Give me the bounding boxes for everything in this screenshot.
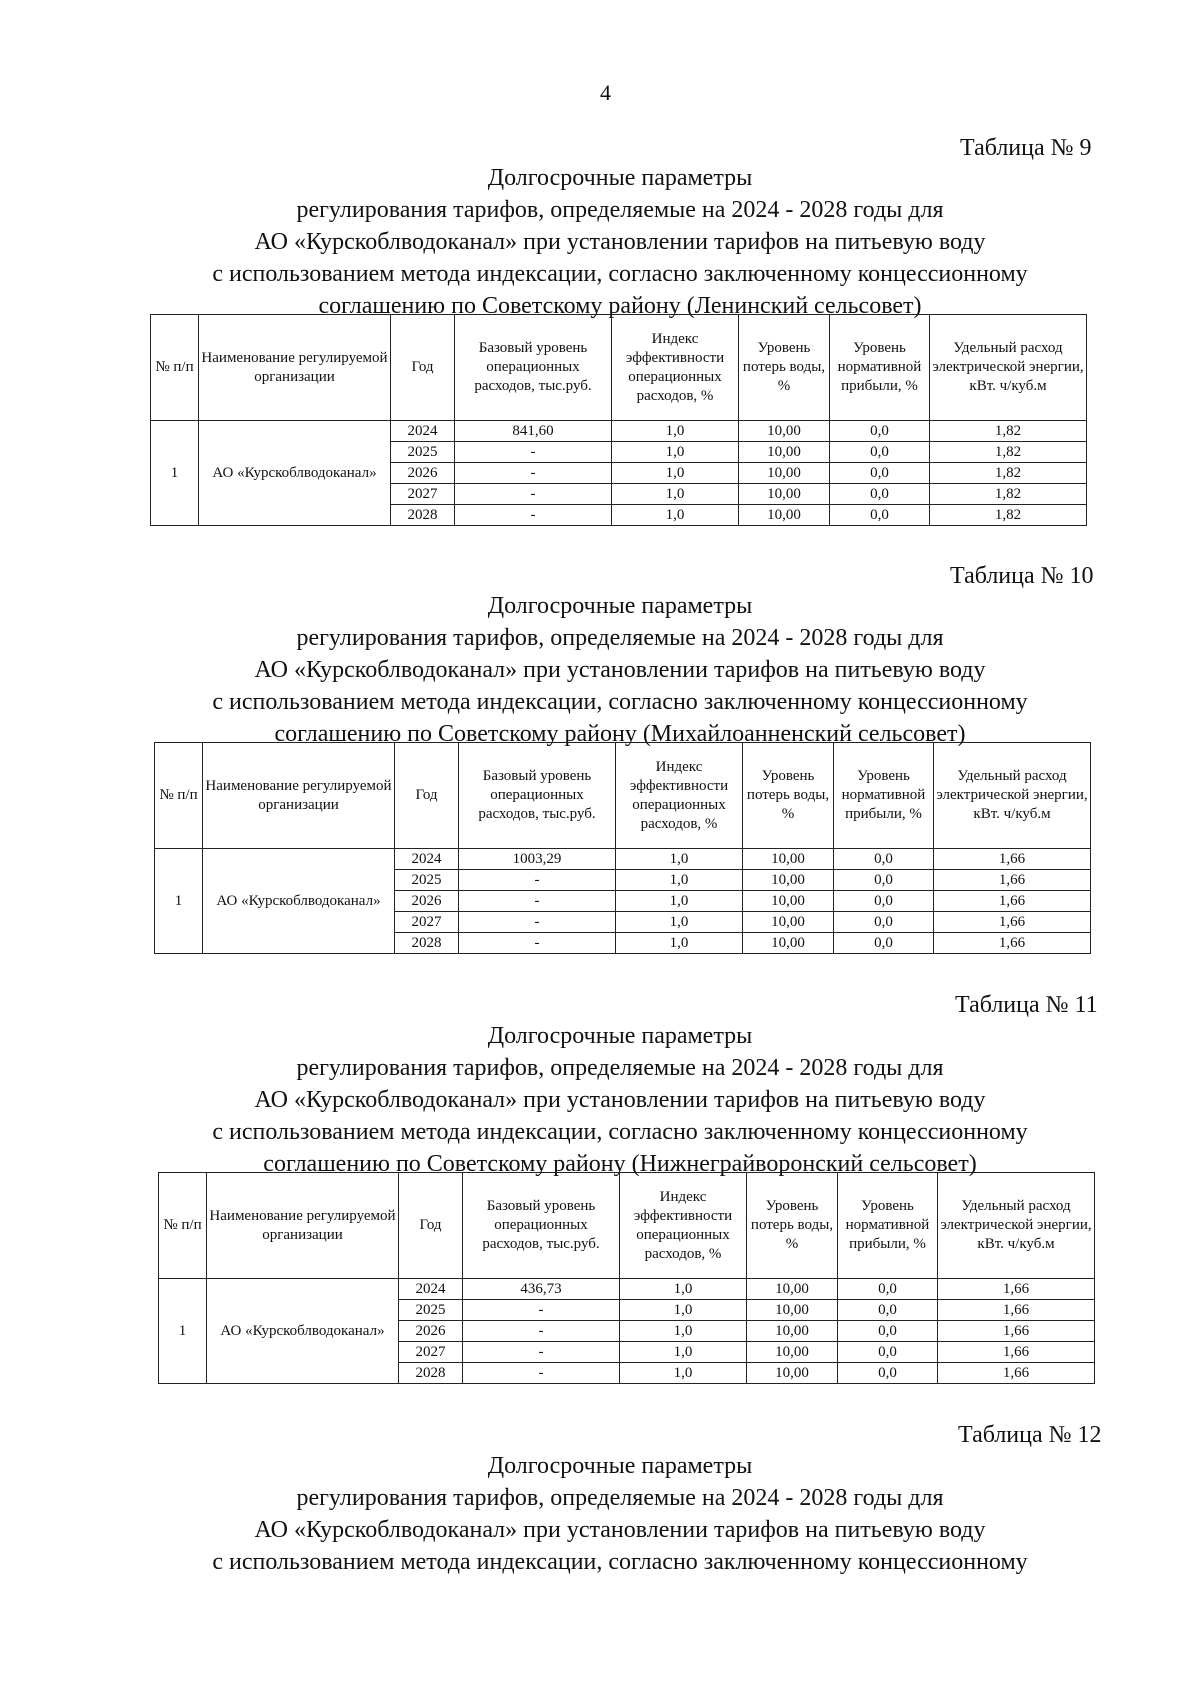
- col-header-org: Наименование регулируемой организации: [199, 315, 391, 421]
- table-heading: Долгосрочные параметры регулирования тарифов, определяемые на 2024 - 2028 годы для АО «Курскоблводоканал» при установлении тарифов на питьевую воду с использованием метода индексации, согласно заключенному концессионному соглашению по Советскому району (Ленинский сельсовет): [212, 165, 1028, 319]
- parameters-table: [158, 1172, 1095, 1384]
- table-label: Таблица № 9: [960, 135, 1092, 161]
- table-label: Таблица № 12: [958, 1422, 1102, 1448]
- col-header-num: № п/п: [155, 743, 203, 849]
- table-label: Таблица № 11: [955, 992, 1098, 1018]
- organization-name: АО «Курскоблводоканал»: [207, 1279, 399, 1384]
- col-header-profit: Уровень нормативной прибыли, %: [830, 315, 930, 421]
- table-row: 2025 - 1,0 10,00 0,0 1,66: [155, 870, 1091, 891]
- col-header-energy: Удельный расход электрической энергии, кВт. ч/куб.м: [930, 315, 1087, 421]
- table-heading: Долгосрочные параметры регулирования тарифов, определяемые на 2024 - 2028 годы для АО «Курскоблводоканал» при установлении тарифов на питьевую воду с использованием метода индексации, согласно заключенному концессионному: [212, 1453, 1028, 1575]
- col-header-energy: Удельный расход электрической энергии, кВт. ч/куб.м: [934, 743, 1091, 849]
- organization-name: АО «Курскоблводоканал»: [203, 849, 395, 954]
- table-row: 2027 - 1,0 10,00 0,0 1,82: [151, 484, 1087, 505]
- table-row: 2026 - 1,0 10,00 0,0 1,66: [159, 1321, 1095, 1342]
- col-header-org: Наименование регулируемой организации: [207, 1173, 399, 1279]
- table-heading: Долгосрочные параметры регулирования тарифов, определяемые на 2024 - 2028 годы для АО «Курскоблводоканал» при установлении тарифов на питьевую воду с использованием метода индексации, согласно заключенному концессионному соглашению по Советскому району (Нижнеграйворонский сельсовет): [212, 1023, 1028, 1177]
- table-row: 2027 - 1,0 10,00 0,0 1,66: [159, 1342, 1095, 1363]
- col-header-energy: Удельный расход электрической энергии, кВт. ч/куб.м: [938, 1173, 1095, 1279]
- col-header-base-costs: Базовый уровень операционных расходов, тыс.руб.: [455, 315, 612, 421]
- table-row: 2027 - 1,0 10,00 0,0 1,66: [155, 912, 1091, 933]
- page-number: 4: [600, 80, 611, 105]
- row-number: 1: [155, 849, 203, 954]
- col-header-profit: Уровень нормативной прибыли, %: [838, 1173, 938, 1279]
- col-header-efficiency-index: Индекс эффективности операционных расходов, %: [616, 743, 743, 849]
- col-header-efficiency-index: Индекс эффективности операционных расходов, %: [620, 1173, 747, 1279]
- table-row: 1 АО «Курскоблводоканал» 2024 436,73 1,0 10,00 0,0 1,66: [159, 1279, 1095, 1300]
- row-number: 1: [151, 421, 199, 526]
- table-row: 2025 - 1,0 10,00 0,0 1,66: [159, 1300, 1095, 1321]
- parameters-table: [154, 742, 1091, 954]
- col-header-efficiency-index: Индекс эффективности операционных расходов, %: [612, 315, 739, 421]
- col-header-water-loss: Уровень потерь воды, %: [747, 1173, 838, 1279]
- table-row: 2028 - 1,0 10,00 0,0 1,82: [151, 505, 1087, 526]
- col-header-year: Год: [395, 743, 459, 849]
- table-row: 1 АО «Курскоблводоканал» 2024 841,60 1,0 10,00 0,0 1,82: [151, 421, 1087, 442]
- table-row: 2026 - 1,0 10,00 0,0 1,66: [155, 891, 1091, 912]
- col-header-base-costs: Базовый уровень операционных расходов, тыс.руб.: [463, 1173, 620, 1279]
- table-row: 2028 - 1,0 10,00 0,0 1,66: [155, 933, 1091, 954]
- organization-name: АО «Курскоблводоканал»: [199, 421, 391, 526]
- col-header-water-loss: Уровень потерь воды, %: [743, 743, 834, 849]
- table-heading: Долгосрочные параметры регулирования тарифов, определяемые на 2024 - 2028 годы для АО «Курскоблводоканал» при установлении тарифов на питьевую воду с использованием метода индексации, согласно заключенному концессионному соглашению по Советскому району (Михайлоанненский сельсовет): [212, 593, 1028, 747]
- col-header-base-costs: Базовый уровень операционных расходов, тыс.руб.: [459, 743, 616, 849]
- row-number: 1: [159, 1279, 207, 1384]
- parameters-table: [150, 314, 1087, 526]
- col-header-year: Год: [399, 1173, 463, 1279]
- col-header-year: Год: [391, 315, 455, 421]
- table-row: 2028 - 1,0 10,00 0,0 1,66: [159, 1363, 1095, 1384]
- col-header-profit: Уровень нормативной прибыли, %: [834, 743, 934, 849]
- table-row: 1 АО «Курскоблводоканал» 2024 1003,29 1,0 10,00 0,0 1,66: [155, 849, 1091, 870]
- col-header-num: № п/п: [159, 1173, 207, 1279]
- table-row: 2026 - 1,0 10,00 0,0 1,82: [151, 463, 1087, 484]
- col-header-water-loss: Уровень потерь воды, %: [739, 315, 830, 421]
- table-label: Таблица № 10: [950, 563, 1094, 589]
- col-header-org: Наименование регулируемой организации: [203, 743, 395, 849]
- table-row: 2025 - 1,0 10,00 0,0 1,82: [151, 442, 1087, 463]
- col-header-num: № п/п: [151, 315, 199, 421]
